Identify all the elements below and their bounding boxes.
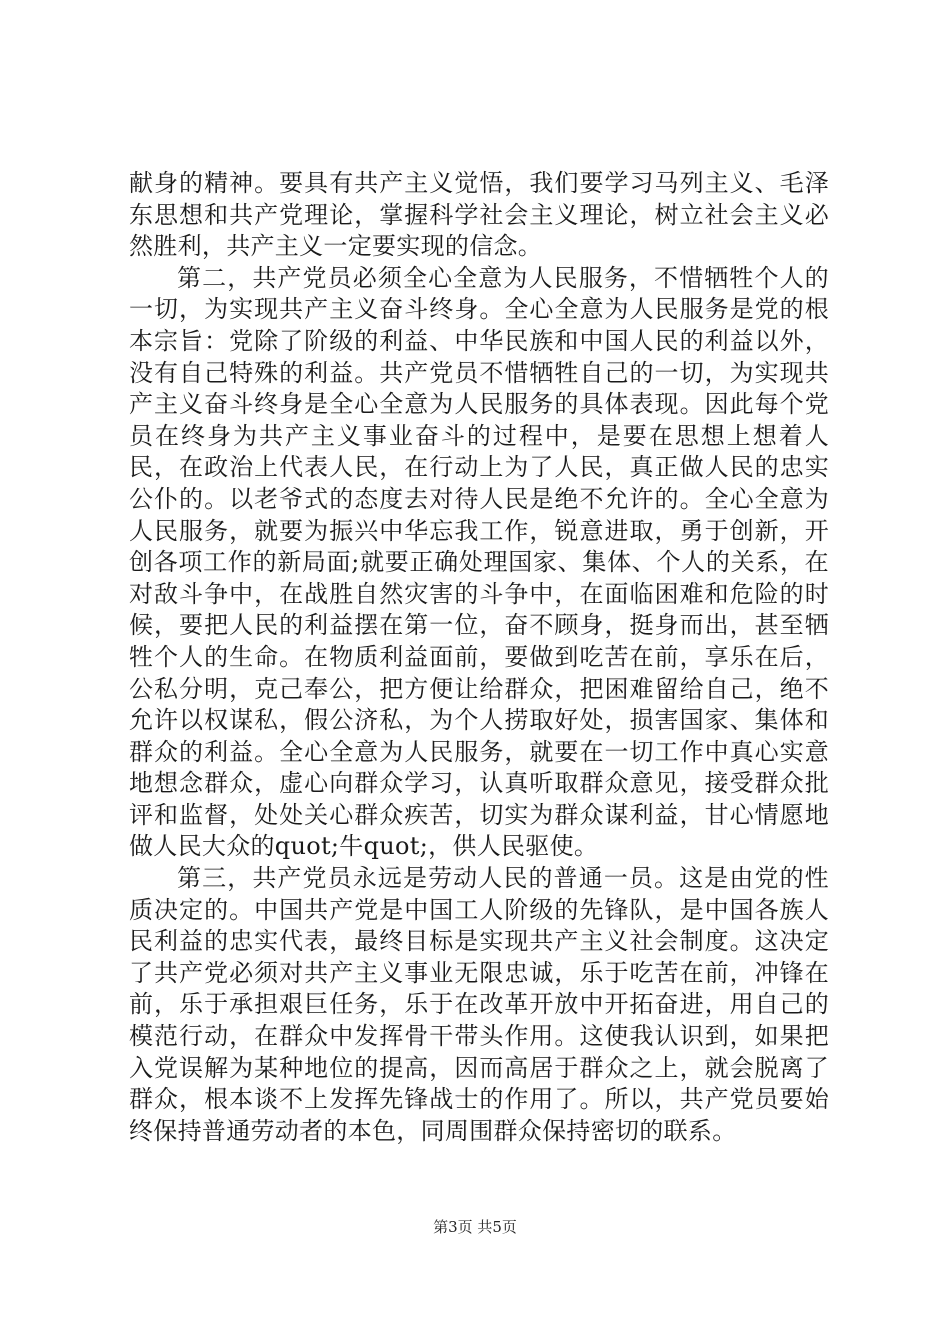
paragraph-1: 献身的精神。要具有共产主义觉悟，我们要学习马列主义、毛泽东思想和共产党理论，掌握科学社会主义理论，树立社会主义必然胜利，共产主义一定要实现的信念。: [129, 169, 829, 261]
page-footer: [0, 1216, 950, 1237]
document-body: [129, 168, 829, 1147]
paragraph-2: 第二，共产党员必须全心全意为人民服务，不惜牺牲个人的一切，为实现共产主义奋斗终身。全心全意为人民服务是党的根本宗旨：党除了阶级的利益、中华民族和中国人民的利益以外，没有自己特殊的利益。共产党员不惜牺牲自己的一切，为实现共产主义奋斗终身是全心全意为人民服务的具体表现。因此每个党员在终身为共产主义事业奋斗的过程中，是要在思想上想着人民，在政治上代表人民，在行动上为了人民，真正做人民的忠实公仆的。以老爷式的态度去对待人民是绝不允许的。全心全意为人民服务，就要为振兴中华忘我工作，锐意进取，勇于创新，开创各项工作的新局面;就要正确处理国家、集体、个人的关系，在对敌斗争中，在战胜自然灾害的斗争中，在面临困难和危险的时候，要把人民的利益摆在第一位，奋不顾身，挺身而出，甚至牺牲个人的生命。在物质利益面前，要做到吃苦在前，享乐在后，公私分明，克己奉公，把方便让给群众，把困难留给自己，绝不允许以权谋私，假公济私，为个人捞取好处，损害国家、集体和群众的利益。全心全意为人民服务，就要在一切工作中真心实意地想念群众，虚心向群众学习，认真听取群众意见，接受群众批评和监督，处处关心群众疾苦，切实为群众谋利益，甘心情愿地做人民大众的quot;牛quot;，供人民驱使。: [129, 263, 829, 861]
page-number-label: 第3页 共5页: [433, 1218, 517, 1236]
paragraph-3: 第三，共产党员永远是劳动人民的普通一员。这是由党的性质决定的。中国共产党是中国工人阶级的先锋队，是中国各族人民利益的忠实代表，最终目标是实现共产主义社会制度。这决定了共产党必须对共产主义事业无限忠诚，乐于吃苦在前，冲锋在前，乐于承担艰巨任务，乐于在改革开放中开拓奋进，用自己的模范行动，在群众中发挥骨干带头作用。这使我认识到，如果把入党误解为某种地位的提高，因而高居于群众之上，就会脱离了群众，根本谈不上发挥先锋战士的作用了。所以，共产党员要始终保持普通劳动者的本色，同周围群众保持密切的联系。: [129, 864, 829, 1145]
